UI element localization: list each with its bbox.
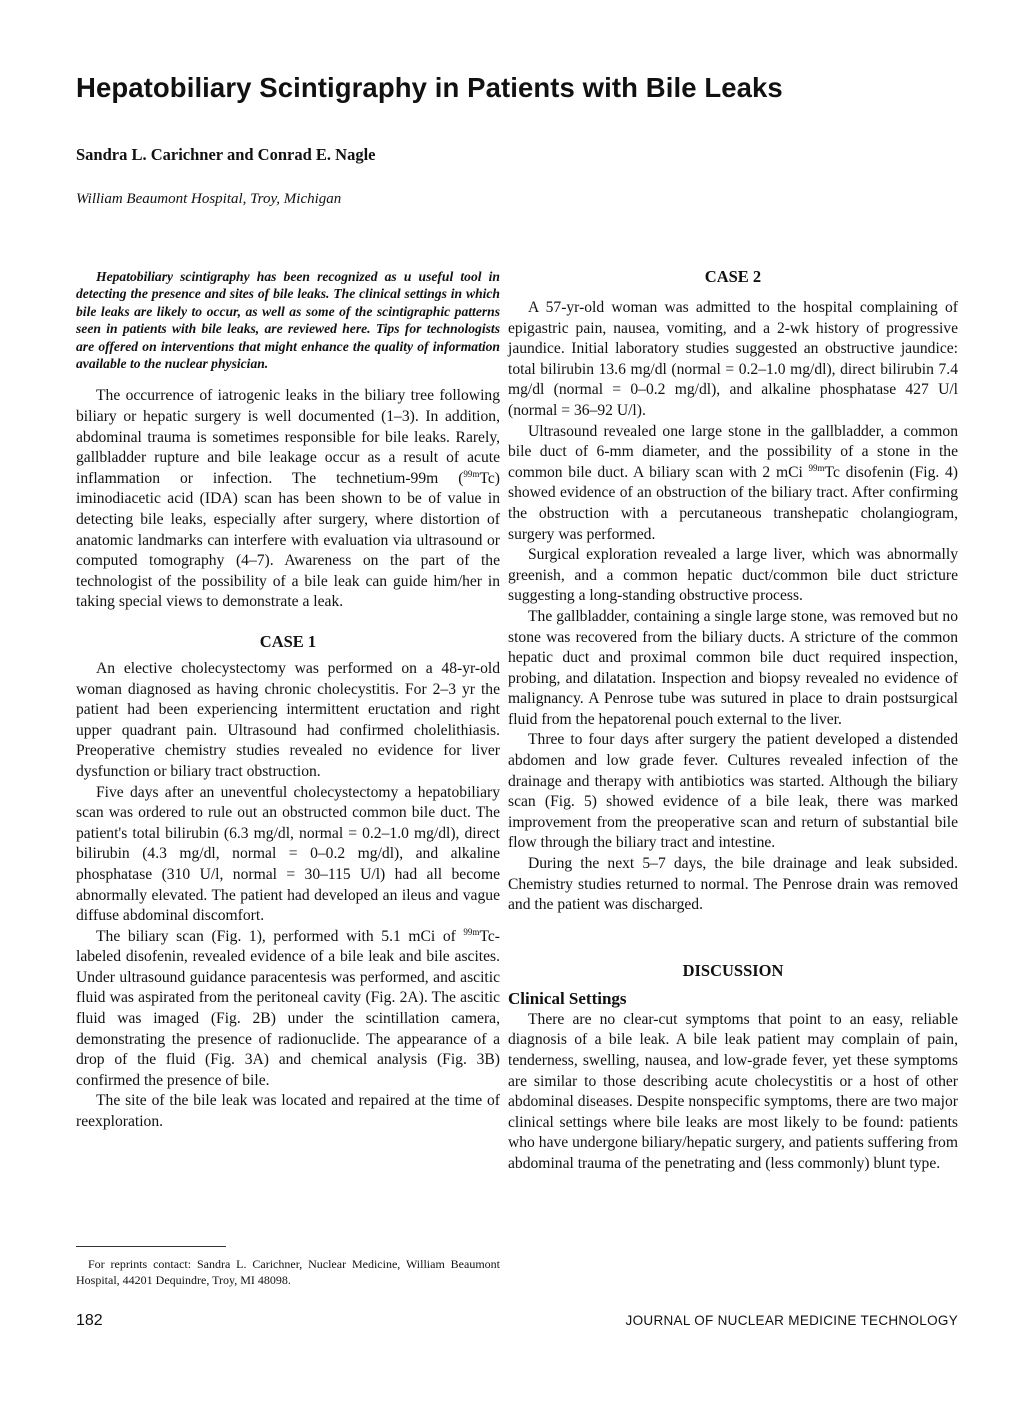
superscript: 99m [463, 468, 480, 479]
case1-paragraph: Five days after an uneventful cholecystectomy a hepatobiliary scan was ordered to rule out an obstructed common bile duct. The patient's total bilirubin (6.3 mg/dl, normal = 0.2–1.0 mg/dl), direct bilirubin (4.3 mg/dl, normal = 0–0.2 mg/dl), and alkaline phosphatase (310 U/l, normal = 30–115 U/l) had all become abnormally elevated. The patient had developed an ileus and vague diffuse abdominal discomfort. [76, 783, 500, 925]
left-column [76, 268, 500, 1133]
text: Ultrasound revealed one large stone in the gallbladder, a common bile duct of 6-mm diameter, and the possibility of a stone in the common bile duct. A biliary scan with 2 mCi [508, 422, 958, 481]
case2-paragraph: Three to four days after surgery the patient developed a distended abdomen and low grade fever. Cultures revealed infection of the drainage and therapy with antibiotics was started. Although the biliary scan (Fig. 5) showed evidence of a bile leak, there was marked improvement from the preoperative scan and return of substantial bile flow through the biliary tract and intestine. [508, 731, 958, 852]
right-column [508, 266, 958, 1175]
text: Tc-labeled disofenin, revealed evidence of a bile leak and bile ascites. Under ultrasound guidance paracentesis was performed, and ascitic fluid was aspirated from the peritoneal cavity (Fig. 2A). The ascitic fluid was imaged (Fig. 2B) under the scintillation camera, demonstrating the presence of radionuclide. The appearance of a drop of the fluid (Fig. 3A) and chemical analysis (Fig. 3B) confirmed the presence of bile. [76, 927, 500, 1089]
discussion-heading: DISCUSSION [682, 960, 784, 980]
case1-paragraph: An elective cholecystectomy was performed on a 48-yr-old woman diagnosed as having chronic cholecystitis. For 2–3 yr the patient had been experiencing intermittent eructation and right upper quadrant pain. Ultrasound had confirmed cholelithiasis. Preoperative chemistry studies revealed no evidence for liver dysfunction or biliary tract obstruction. [76, 659, 500, 780]
text: Tc) iminodiacetic acid (IDA) scan has been shown to be of value in detecting bile leaks, especially after surgery, where distortion of anatomic landmarks can interfere with evaluation via ultrasound or computed tomography (4–7). Awareness on the part of the technologist of the possibility of a bile leak can guide him/her in taking special views to demonstrate a leak. [76, 469, 500, 611]
case2-paragraph: A 57-yr-old woman was admitted to the hospital complaining of epigastric pain, nausea, vomiting, and a 2-wk history of progressive jaundice. Initial laboratory studies suggested an obstructive jaundice: total bilirubin 13.6 mg/dl (normal = 0.2–1.0 mg/dl), direct bilirubin 7.4 mg/dl (normal = 0–0.2 mg/dl), and alkaline phosphatase 427 U/l (normal = 36–92 U/l). [508, 299, 958, 419]
abstract: Hepatobiliary scintigraphy has been recognized as u useful tool in detecting the presence and sites of bile leaks. The clinical settings in which bile leaks are likely to occur, as well as some of the scintigraphic patterns seen in patients with bile leaks, are reviewed here. Tips for technologists are offered on interventions that might enhance the quality of information available to the nuclear physician. [76, 269, 500, 372]
text: Tc disofenin (Fig. 4) showed evidence of an obstruction of the biliary tract. After confirming the obstruction with a percutaneous transhepatic cholangiogram, surgery was performed. [508, 463, 958, 543]
journal-name: JOURNAL OF NUCLEAR MEDICINE TECHNOLOGY [625, 1313, 958, 1328]
case1-paragraph [76, 927, 500, 1092]
text: The occurrence of iatrogenic leaks in the biliary tree following biliary or hepatic surgery is well documented (1–3). In addition, abdominal trauma is sometimes responsible for bile leaks. Rarely, gallbladder rupture and bile leakage occur as a result of acute inflammation or infection. The technetium-99m ( [76, 387, 500, 487]
article-title: Hepatobiliary Scintigraphy in Patients with Bile Leaks [76, 72, 783, 103]
clinical-settings-subheading: Clinical Settings [508, 988, 627, 1008]
case2-paragraph: During the next 5–7 days, the bile drainage and leak subsided. Chemistry studies returned to normal. The Penrose drain was removed and the patient was discharged. [508, 855, 958, 914]
discussion-paragraph: There are no clear-cut symptoms that point to an easy, reliable diagnosis of a bile leak. A bile leak patient may complain of pain, tenderness, swelling, nausea, and low-grade fever, yet these symptoms are similar to those describing acute cholecystitis or a host of other abdominal diseases. Despite nonspecific symptoms, there are two major clinical settings where bile leaks are most likely to be found: patients who have undergone biliary/hepatic surgery, and patients suffering from abdominal trauma of the penetrating and (less commonly) blunt type. [508, 1010, 958, 1172]
affiliation: William Beaumont Hospital, Troy, Michigan [76, 191, 342, 207]
case2-paragraph: Surgical exploration revealed a large liver, which was abnormally greenish, and a common hepatic duct/common bile duct stricture suggesting a long-standing obstructive process. [508, 546, 958, 605]
case2-heading: CASE 2 [704, 267, 762, 286]
text: The biliary scan (Fig. 1), performed with 5.1 mCi of [96, 927, 464, 945]
case2-paragraph [508, 422, 958, 546]
authors: Sandra L. Carichner and Conrad E. Nagle [76, 145, 376, 164]
case1-paragraph: The site of the bile leak was located and repaired at the time of reexploration. [76, 1092, 500, 1131]
case2-paragraph: The gallbladder, containing a single large stone, was removed but no stone was recovered from the biliary ducts. A stricture of the common hepatic duct and proximal common bile duct required inspection, probing, and dilatation. Inspection and biopsy revealed no evidence of malignancy. A Penrose tube was sutured in place to drain postsurgical fluid from the hepatorenal pouch external to the liver. [508, 607, 958, 728]
reprints-footnote: For reprints contact: Sandra L. Carichner, Nuclear Medicine, William Beaumont Hospital, 44201 Dequindre, Troy, MI 48098. [76, 1257, 500, 1287]
intro-paragraph [76, 386, 500, 613]
footnote-divider [76, 1246, 226, 1247]
superscript: 99m [808, 462, 825, 473]
page-number: 182 [76, 1312, 103, 1329]
case1-heading: CASE 1 [259, 631, 317, 651]
superscript: 99m [463, 926, 480, 937]
